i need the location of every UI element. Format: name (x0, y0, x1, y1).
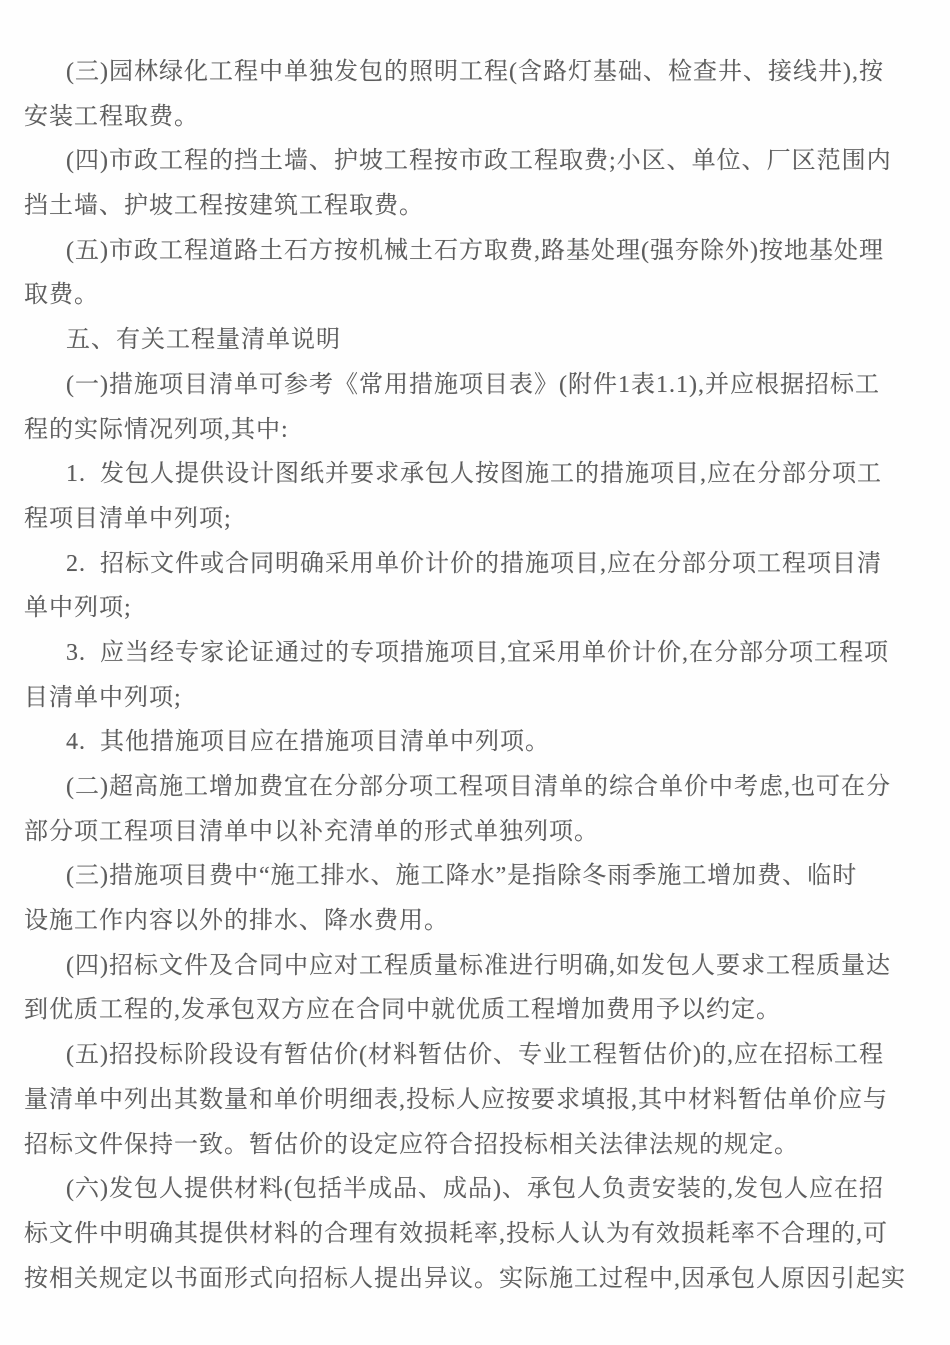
text-line: 按相关规定以书面形式向招标人提出异议。实际施工过程中,因承包人原因引起实 (24, 1265, 906, 1292)
text-line: 挡土墙、护坡工程按建筑工程取费。 (24, 193, 424, 220)
text-line: 安装工程取费。 (24, 103, 199, 130)
text-line: (四)招标文件及合同中应对工程质量标准进行明确,如发包人要求工程质量达 (66, 952, 891, 979)
text-line: 到优质工程的,发承包双方应在合同中就优质工程增加费用予以约定。 (24, 997, 781, 1024)
text-line: 程的实际情况列项,其中: (24, 416, 289, 443)
text-line: (三)园林绿化工程中单独发包的照明工程(含路灯基础、检查井、接线井),按 (66, 59, 884, 85)
text-line: 部分项工程项目清单中以补充清单的形式单独列项。 (24, 818, 599, 845)
text-line: 五、有关工程量清单说明 (66, 327, 341, 354)
text-line: (五)招投标阶段设有暂估价(材料暂估价、专业工程暂估价)的,应在招标工程 (66, 1042, 884, 1069)
text-line: 2. 招标文件或合同明确采用单价计价的措施项目,应在分部分项工程项目清 (66, 550, 882, 577)
text-line: 量清单中列出其数量和单价明细表,投标人应按要求填报,其中材料暂估单价应与 (24, 1086, 888, 1113)
text-line: 目清单中列项; (24, 684, 182, 711)
text-line: (五)市政工程道路土石方按机械土石方取费,路基处理(强夯除外)按地基处理 (66, 237, 884, 264)
text-line: 程项目清单中列项; (24, 505, 232, 532)
text-line: 设施工作内容以外的排水、降水费用。 (24, 908, 449, 935)
text-line: (三)措施项目费中“施工排水、施工降水”是指除冬雨季施工增加费、临时 (66, 863, 858, 890)
text-line: (四)市政工程的挡土墙、护坡工程按市政工程取费;小区、单位、厂区范围内 (66, 148, 892, 175)
text-line: 招标文件保持一致。暂估价的设定应符合招投标相关法律法规的规定。 (24, 1131, 799, 1158)
text-line: (二)超高施工增加费宜在分部分项工程项目清单的综合单价中考虑,也可在分 (66, 774, 891, 800)
text-line: 取费。 (24, 282, 99, 309)
text-line: 4. 其他措施项目应在措施项目清单中列项。 (66, 729, 550, 756)
document-text (24, 50, 934, 1301)
text-line: 单中列项; (24, 595, 132, 622)
text-line: 1. 发包人提供设计图纸并要求承包人按图施工的措施项目,应在分部分项工 (66, 461, 882, 488)
text-line: 标文件中明确其提供材料的合理有效损耗率,投标人认为有效损耗率不合理的,可 (24, 1220, 888, 1247)
text-line: (一)措施项目清单可参考《常用措施项目表》(附件1表1.1),并应根据招标工 (66, 371, 880, 398)
text-line: 3. 应当经专家论证通过的专项措施项目,宜采用单价计价,在分部分项工程项 (66, 639, 889, 666)
text-line: (六)发包人提供材料(包括半成品、成品)、承包人负责安装的,发包人应在招 (66, 1176, 884, 1203)
